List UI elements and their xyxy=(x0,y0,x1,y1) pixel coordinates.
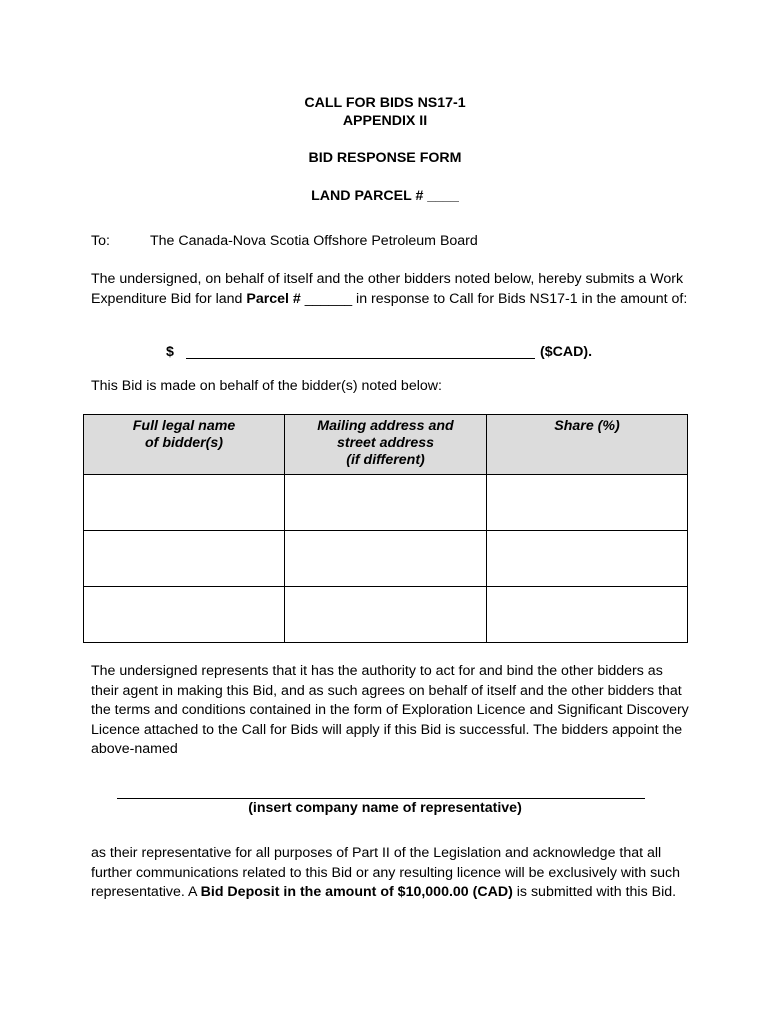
bidder-address-cell[interactable] xyxy=(285,587,487,643)
intro-text-1: The undersigned, on behalf of itself and the other bidders noted below, hereby submits a Work Expenditure Bid for land xyxy=(91,271,684,307)
to-label: To: xyxy=(91,233,110,249)
closing-text-1: as their representative for all purposes of Part II of the Legislation and acknowledge that all further communications related to this Bid or any resulting licence will be exclusively with such representative. A xyxy=(91,845,681,900)
bidder-name-cell[interactable] xyxy=(84,587,285,643)
land-parcel-label: LAND PARCEL # ____ xyxy=(311,188,459,204)
table-row xyxy=(84,587,688,643)
table-row xyxy=(84,475,688,531)
table-row xyxy=(84,531,688,587)
bidders-table xyxy=(83,414,688,643)
form-title: BID RESPONSE FORM xyxy=(308,150,462,166)
currency-symbol: $ xyxy=(166,344,174,360)
document-title: CALL FOR BIDS NS17-1 xyxy=(304,95,466,111)
header-mailing-address: Mailing address and street address (if different) xyxy=(285,415,487,475)
bid-amount-line[interactable] xyxy=(186,358,535,359)
representative-caption: (insert company name of representative) xyxy=(248,800,522,816)
bid-deposit-text: Bid Deposit in the amount of $10,000.00 (CAD) xyxy=(200,884,513,900)
bidder-share-cell[interactable] xyxy=(487,587,688,643)
bidder-share-cell[interactable] xyxy=(487,531,688,587)
parcel-label: Parcel # xyxy=(246,290,301,307)
bidder-address-cell[interactable] xyxy=(285,531,487,587)
intro-paragraph xyxy=(91,270,691,309)
addressee-name: The Canada-Nova Scotia Offshore Petroleum Board xyxy=(150,233,478,249)
table-header-row xyxy=(84,415,688,475)
bidder-share-cell[interactable] xyxy=(487,475,688,531)
appendix-label: APPENDIX II xyxy=(342,113,428,129)
bidder-name-cell[interactable] xyxy=(84,475,285,531)
header-share: Share (%) xyxy=(487,415,688,475)
currency-suffix: ($CAD). xyxy=(540,344,593,360)
closing-text-2: is submitted with this Bid. xyxy=(512,884,677,900)
bidders-intro: This Bid is made on behalf of the bidder(s) noted below: xyxy=(91,378,442,394)
bidder-address-cell[interactable] xyxy=(285,475,487,531)
bidder-name-cell[interactable] xyxy=(84,531,285,587)
intro-text-2: ______ in response to Call for Bids NS17-1 in the amount of: xyxy=(300,290,688,307)
authority-paragraph: The undersigned represents that it has the authority to act for and bind the other bidders as their agent in making this Bid, and as such agrees on behalf of itself and the other bidders that the terms and conditions contained in the form of Exploration Licence and Significant Discovery Licence attached to the Call for Bids will apply if this Bid is successful. The bidders appoint the above-named xyxy=(91,663,689,757)
closing-paragraph xyxy=(91,844,691,903)
representative-name-line[interactable] xyxy=(117,798,645,799)
header-full-legal-name: Full legal name of bidder(s) xyxy=(84,415,285,475)
